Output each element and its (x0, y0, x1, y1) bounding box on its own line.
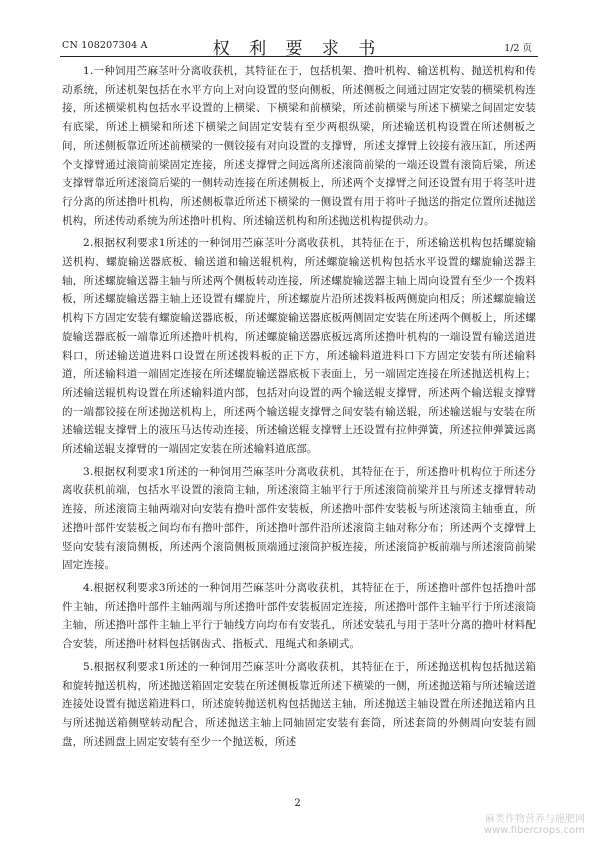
claim-3: 3.根据权利要求1所述的一种饲用苎麻茎叶分离收获机，其特征在于，所述撸叶机构位于所述分离收获机前端，包括水平设置的滚筒主轴，所述滚筒主轴平行于所述滚筒前梁并且与所述支撑臂转动连接，所述滚筒主轴两端对向安装有撸叶部件安装板，所述撸叶部件安装板与所述滚筒主轴垂直，所述撸叶部件安装板之间均布有撸叶部件，所述撸叶部件沿所述滚筒主轴对称分布；所述两个支撑臂上竖向安装有滚筒侧板，所述两个滚筒侧板顶端通过滚筒护板连接，所述滚筒护板前端与所述滚筒前梁固定连接。 (62, 465, 536, 572)
page-info: 1/2 页 (504, 43, 532, 54)
claim-1: 1.一种饲用苎麻茎叶分离收获机，其特征在于，包括机架、撸叶机构、输送机构、抛送机构和传动系统，所述机架包括在水平方向上对向设置的竖向侧板，所述侧板之间通过固定安装的横梁机构连接，所述横梁机构包括水平设置的上横梁、下横梁和前横梁，所述前横梁与所述下横梁之间固定安装有底梁，所述上横梁和所述下横梁之间固定安装有至少两根纵梁，所述输送机构设置在所述侧板之间，所述侧板靠近所述前横梁的一侧铰接有对向设置的支撑臂，所述支撑臂上铰接有液压缸，所述两个支撑臂通过滚筒前梁固定连接，所述支撑臂之间远离所述滚筒前梁的一端还设置有滚筒后梁，所述支撑臂靠近所述滚筒后梁的一侧转动连接在所述侧板上，所述两个支撑臂之间还设置有用于将茎叶进行分离的所述撸叶机构，所述侧板靠近所述下横梁的一侧设置有用于将叶子抛送的指定位置所述抛送机构，所述传动系统为所述撸叶机构、所述输送机构和所述抛送机构提供动力。 (62, 65, 536, 227)
claim-2: 2.根据权利要求1所述的一种饲用苎麻茎叶分离收获机，其特征在于，所述输送机构包括螺旋输送机构、螺旋输送器底板、输送道和输送辊机构，所述螺旋输送机构包括水平设置的螺旋输送器主轴，所述螺旋输送器主轴与所述两个侧板转动连接，所述螺旋输送器主轴上周向设置有至少一个拨料板，所述螺旋输送器主轴上还设置有螺旋片，所述螺旋片沿所述拨料板两侧旋向相反；所述螺旋输送机构下方固定安装有螺旋输送器底板，所述螺旋输送器底板两侧固定安装在所述两个侧板上，所述螺旋输送器底板一端靠近所述撸叶机构，所述螺旋输送器底板远离所述撸叶机构的一端设置有输送道进料口，所述输送道进料口设置在所述拨料板的正下方，所述输料道进料口下方固定安装有所述输料道，所述输料道一端固定连接在所述螺旋输送器底板下表面上，另一端固定连接在所述抛送机构上；所述输送辊机构设置在所述输料道内部，包括对向设置的两个输送辊支撑臂，所述两个输送辊支撑臂的一端都铰接在所述抛送机构上，所述两个输送辊支撑臂之间安装有输送辊，所述输送辊与安装在所述输送辊支撑臂上的液压马达传动连接，所述输送辊支撑臂上还设置有拉伸弹簧，所述拉伸弹簧远离所述输送辊支撑臂的一端固定安装在所述输料道底部。 (62, 237, 536, 456)
document-title: 权 利 要 求 书 (212, 39, 383, 59)
header-divider (60, 56, 538, 57)
claims-body (62, 62, 536, 755)
page-number: 2 (294, 798, 301, 809)
watermark-cn: 麻类作物营养与施肥网 (485, 814, 585, 825)
watermark-url: www.fibercrops.com (483, 825, 585, 836)
claim-5: 5.根据权利要求1所述的一种饲用苎麻茎叶分离收获机，其特征在于，所述抛送机构包括抛送箱和旋转抛送机构，所述抛送箱固定安装在所述侧板靠近所述下横梁的一侧，所述抛送箱与所述输送道连接处设置有抛送箱进料口，所述旋转抛送机构包括抛送主轴，所述抛送主轴设置在所述抛送箱内且与所述抛送箱侧壁转动配合，所述抛送主轴上同轴固定安装有套筒，所述套筒的外侧周向安装有圆盘，所述圆盘上固定安装有至少一个抛送板，所述 (62, 660, 536, 748)
page-header (0, 0, 595, 60)
site-watermark (484, 814, 585, 836)
claim-4: 4.根据权利要求3所述的一种饲用苎麻茎叶分离收获机，其特征在于，所述撸叶部件包括撸叶部件主轴，所述撸叶部件主轴两端与所述撸叶部件安装板固定连接，所述撸叶部件主轴平行于所述滚筒主轴，所述撸叶部件主轴上平行于轴线方向均布有安装孔，所述安装孔与用于茎叶分离的撸叶材料配合安装，所述撸叶材料包括钢齿式、指板式、甩绳式和条刷式。 (62, 581, 536, 651)
publication-number: CN 108207304 A (62, 40, 148, 51)
